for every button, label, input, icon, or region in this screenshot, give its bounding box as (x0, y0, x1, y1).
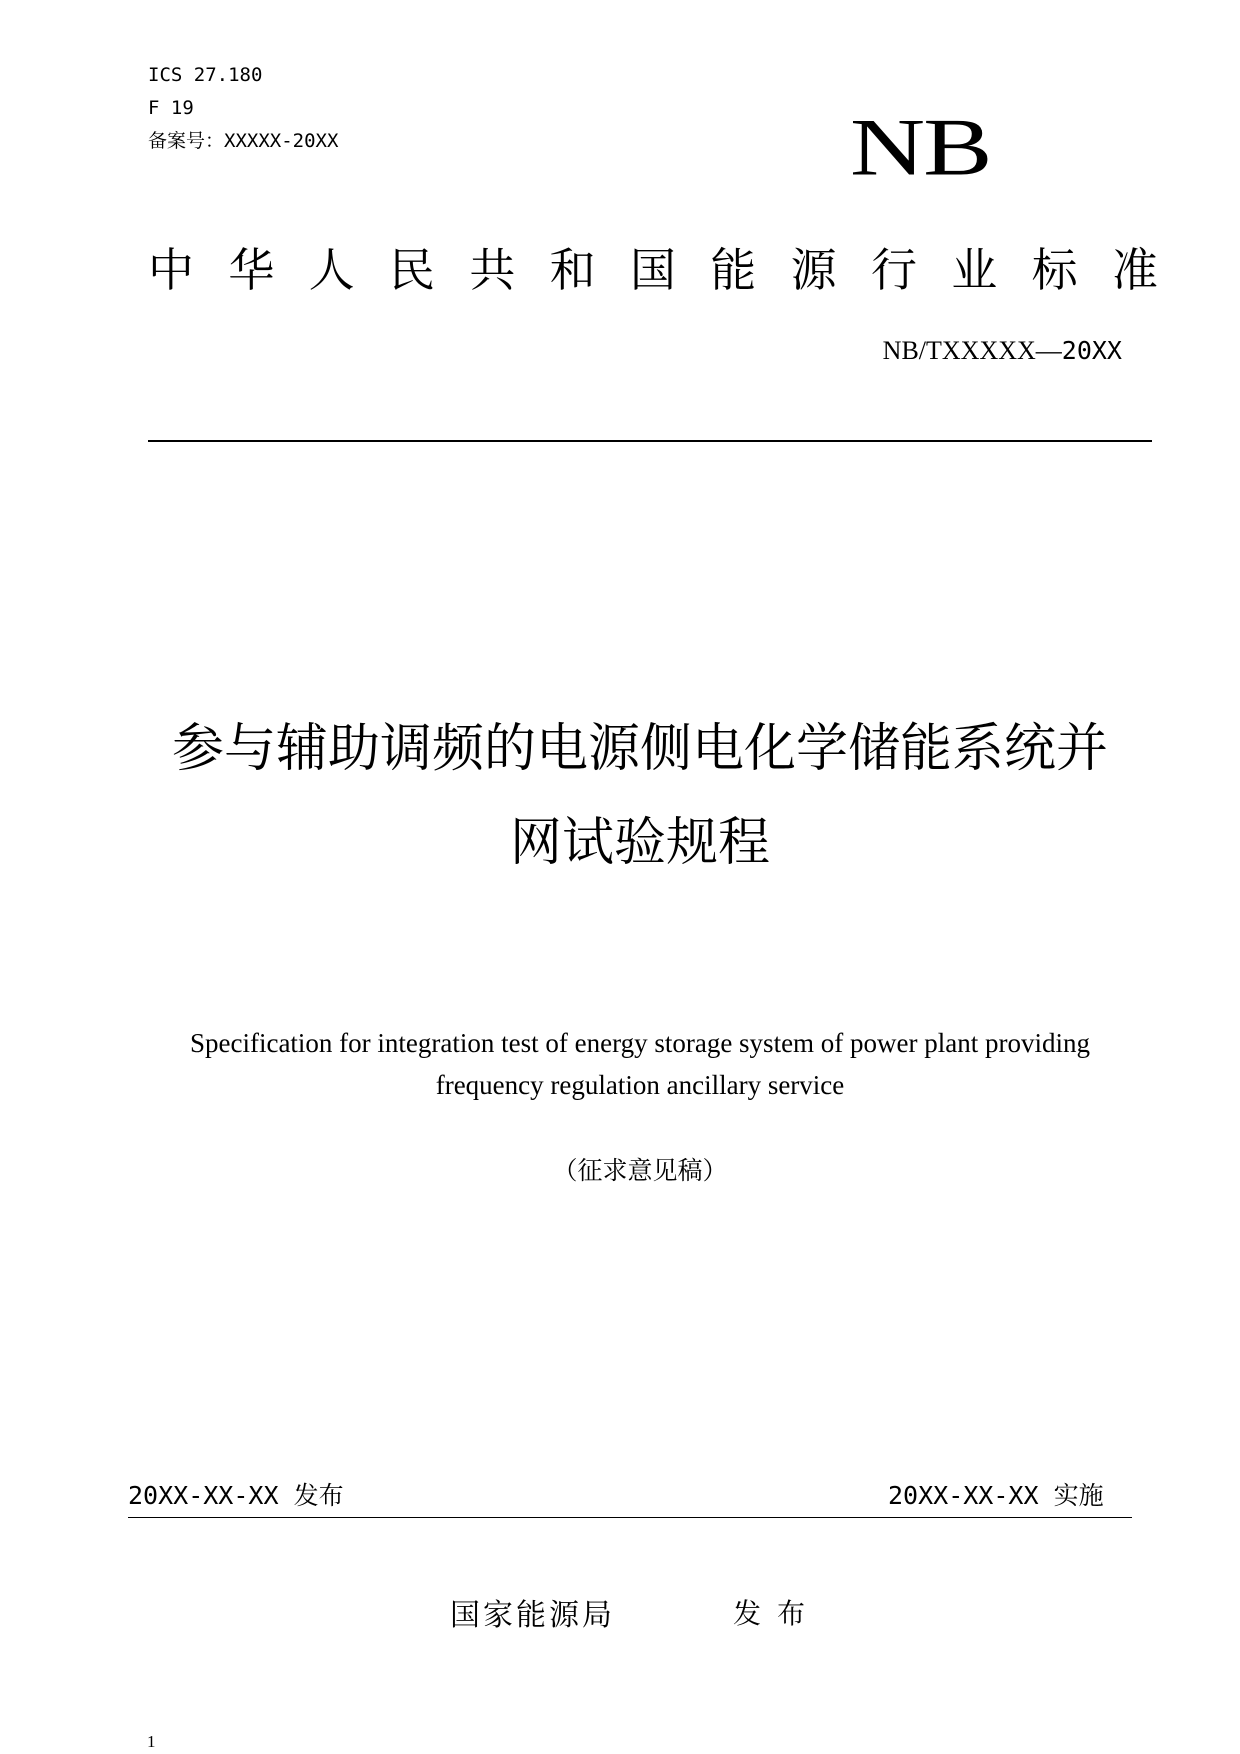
standard-type-char: 行 (870, 243, 917, 297)
standard-type-char: 和 (549, 243, 596, 297)
draft-status: （征求意见稿） (552, 1156, 728, 1185)
nb-logo: NB (850, 102, 991, 193)
standard-type-char: 国 (629, 243, 676, 297)
issue-verb: 发布 (733, 1597, 822, 1630)
title-en-line1: Specification for integration test of energy storage system of power plant providing (189, 1028, 1091, 1058)
standard-type-char: 标 (1031, 243, 1078, 297)
standard-type-char: 民 (388, 243, 435, 297)
standard-type-char: 人 (308, 243, 355, 297)
title-cn-line2: 网试验规程 (509, 813, 770, 873)
title-en-line2: frequency regulation ancillary service (435, 1070, 845, 1100)
title-cn-line1: 参与辅助调频的电源侧电化学储能系统并 (171, 719, 1108, 779)
standard-type-char: 华 (228, 243, 275, 297)
standard-number-year: 20XX (1061, 336, 1122, 365)
standard-number (883, 335, 1122, 367)
standard-type-title (148, 240, 1158, 300)
ics-code: ICS 27.180 (148, 64, 263, 86)
standard-type-char: 源 (790, 243, 837, 297)
standard-type-char: 共 (469, 243, 516, 297)
issuer-name: 国家能源局 (450, 1598, 615, 1633)
publish-date: 20XX-XX-XX 发布 (128, 1481, 344, 1510)
record-number: 备案号：XXXXX-20XX (148, 130, 339, 152)
standard-type-char: 中 (148, 243, 194, 297)
page-number: 1 (147, 1732, 156, 1751)
ccs-code: F 19 (148, 97, 194, 119)
standard-type-char: 业 (951, 243, 998, 297)
dates-divider (128, 1517, 1132, 1518)
standard-type-char: 能 (710, 243, 757, 297)
header-divider (148, 440, 1152, 442)
standard-number-prefix: NB/TXXXXX— (882, 336, 1062, 365)
effective-date: 20XX-XX-XX 实施 (888, 1481, 1104, 1510)
standard-type-char: 准 (1111, 243, 1158, 297)
